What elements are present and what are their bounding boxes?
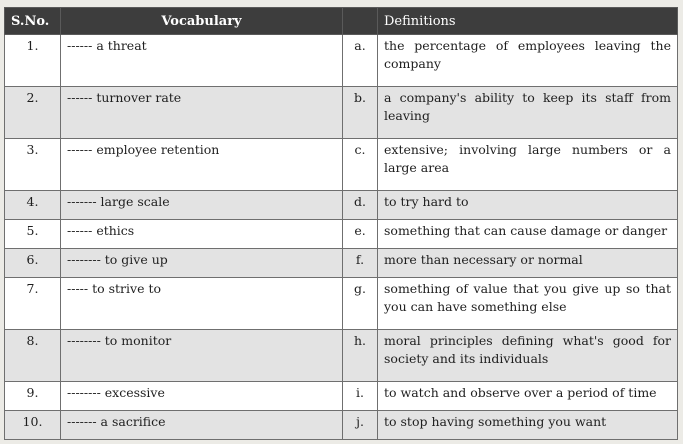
table-row (5, 190, 678, 219)
table-row (5, 138, 678, 190)
table-row (5, 219, 678, 248)
row-number: 10. (5, 410, 61, 439)
definition-letter: c. (343, 138, 378, 190)
table-row (5, 381, 678, 410)
definition-text: the percentage of employees leaving the company (378, 35, 678, 87)
table-row (5, 248, 678, 277)
definition-text: to stop having something you want (378, 410, 678, 439)
definition-text: extensive; involving large numbers or a large area (378, 138, 678, 190)
row-number: 6. (5, 248, 61, 277)
header-vocabulary: Vocabulary (61, 8, 343, 35)
vocabulary-term: ------ ethics (61, 219, 343, 248)
definition-letter: e. (343, 219, 378, 248)
vocabulary-term: ------- large scale (61, 190, 343, 219)
definition-text: more than necessary or normal (378, 248, 678, 277)
row-number: 1. (5, 35, 61, 87)
definition-letter: a. (343, 35, 378, 87)
vocabulary-term: ----- to strive to (61, 278, 343, 330)
table-row (5, 86, 678, 138)
definition-letter: d. (343, 190, 378, 219)
header-letter (343, 8, 378, 35)
vocabulary-term: -------- excessive (61, 381, 343, 410)
row-number: 7. (5, 278, 61, 330)
vocabulary-term: ------ a threat (61, 35, 343, 87)
row-number: 5. (5, 219, 61, 248)
table-row (5, 410, 678, 439)
header-sno: S.No. (5, 8, 61, 35)
definition-text: moral principles defining what's good for society and its individuals (378, 329, 678, 381)
vocabulary-term: ------- a sacrifice (61, 410, 343, 439)
table-row (5, 329, 678, 381)
definition-letter: f. (343, 248, 378, 277)
row-number: 4. (5, 190, 61, 219)
definition-text: to watch and observe over a period of time (378, 381, 678, 410)
row-number: 2. (5, 86, 61, 138)
row-number: 3. (5, 138, 61, 190)
definition-letter: b. (343, 86, 378, 138)
definition-text: something that can cause damage or danger (378, 219, 678, 248)
definition-letter: j. (343, 410, 378, 439)
vocabulary-term: ------ employee retention (61, 138, 343, 190)
definition-letter: g. (343, 278, 378, 330)
row-number: 8. (5, 329, 61, 381)
definition-letter: i. (343, 381, 378, 410)
vocabulary-term: -------- to monitor (61, 329, 343, 381)
vocabulary-table (4, 7, 678, 440)
definition-text: to try hard to (378, 190, 678, 219)
vocabulary-term: -------- to give up (61, 248, 343, 277)
row-number: 9. (5, 381, 61, 410)
table-header-row (5, 8, 678, 35)
definition-letter: h. (343, 329, 378, 381)
definition-text: a company's ability to keep its staff from leaving (378, 86, 678, 138)
header-definitions: Definitions (378, 8, 678, 35)
table-row (5, 278, 678, 330)
vocabulary-term: ------ turnover rate (61, 86, 343, 138)
table-row (5, 35, 678, 87)
definition-text: something of value that you give up so that you can have something else (378, 278, 678, 330)
